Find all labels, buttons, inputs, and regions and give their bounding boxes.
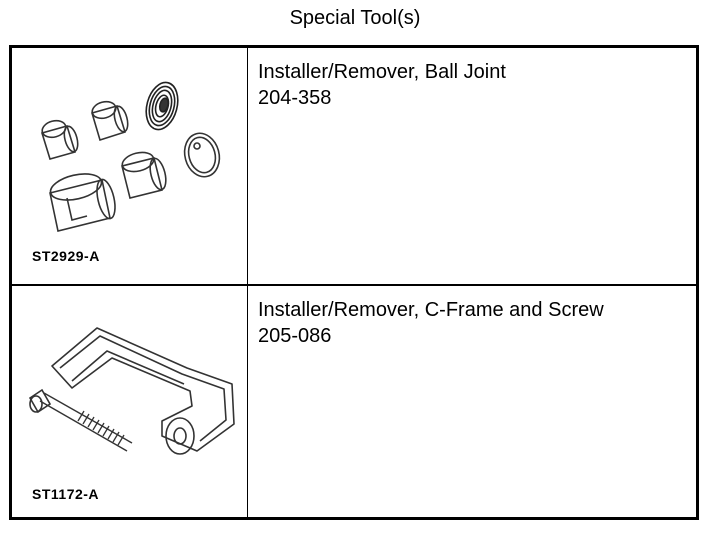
table-row	[12, 48, 696, 286]
c-frame-screw-icon	[12, 286, 247, 517]
illustration-id: ST2929-A	[32, 248, 100, 264]
table-row	[12, 286, 696, 517]
tool-number: 204-358	[258, 87, 332, 109]
illustration-id: ST1172-A	[32, 486, 100, 502]
tool-image-cell	[12, 48, 248, 284]
tool-description-cell	[248, 286, 696, 517]
tool-description-cell	[248, 48, 696, 284]
tool-number: 205-086	[258, 325, 332, 347]
tool-description: Installer/Remover, C-Frame and Screw	[258, 299, 604, 321]
tool-description: Installer/Remover, Ball Joint	[258, 61, 506, 83]
special-tools-table	[9, 45, 699, 520]
tool-image-cell	[12, 286, 248, 517]
page-title: Special Tool(s)	[289, 7, 421, 29]
